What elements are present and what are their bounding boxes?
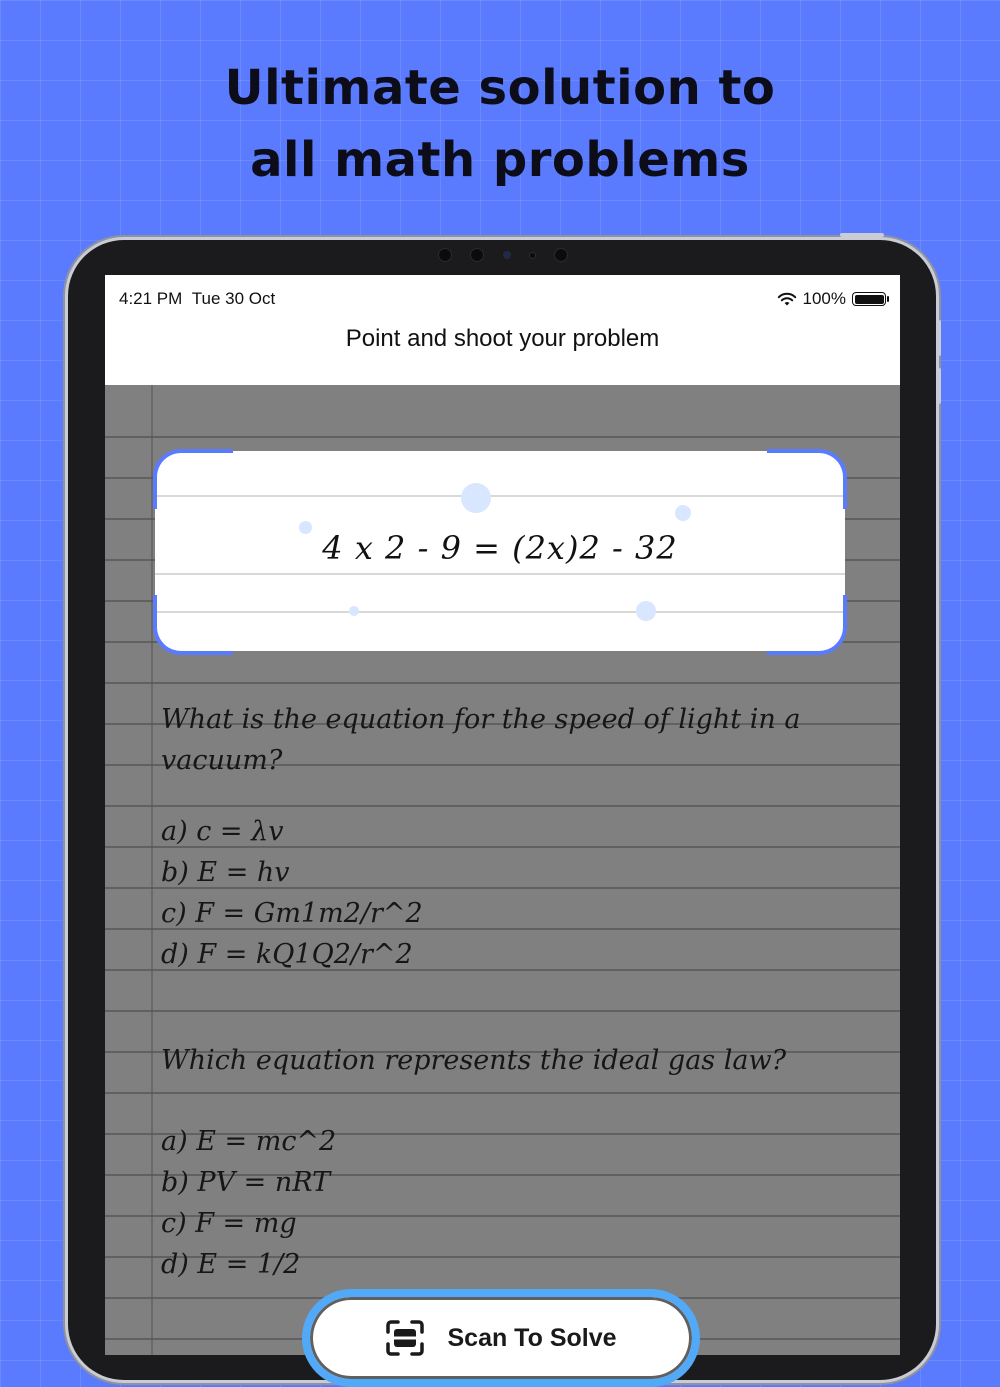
camera-indicator (503, 251, 511, 259)
question-text: Which equation represents the ideal gas law? (161, 1045, 787, 1076)
frame-corner-bottom-left (153, 595, 233, 655)
camera-bar (438, 248, 568, 262)
answer-option: a) c = λv (161, 816, 284, 847)
headline-line-2: all math problems (250, 132, 750, 188)
bubble-decoration (675, 505, 691, 521)
promo-headline (0, 52, 1000, 196)
answer-option: d) F = kQ1Q2/r^2 (161, 939, 413, 970)
scan-window[interactable] (155, 451, 845, 651)
scan-button-label: Scan To Solve (447, 1323, 617, 1352)
wifi-icon (777, 292, 797, 307)
sensor-dot (438, 248, 452, 262)
paper-rule (155, 495, 845, 497)
paper-rule (155, 573, 845, 575)
bubble-decoration (349, 606, 359, 616)
volume-down-button (936, 368, 941, 404)
battery-icon (852, 292, 886, 306)
camera-lens (470, 248, 484, 262)
sensor-small (529, 252, 536, 259)
clock: 4:21 PM (119, 289, 183, 308)
sensor-dot-right (554, 248, 568, 262)
scan-icon (385, 1320, 425, 1356)
scan-to-solve-button[interactable] (302, 1289, 700, 1387)
tablet-screen (105, 275, 900, 1355)
page-title: Point and shoot your problem (345, 325, 660, 352)
frame-corner-top-left (153, 449, 233, 509)
answer-option: b) E = hv (161, 857, 290, 888)
volume-up-button (936, 320, 941, 356)
answer-option: a) E = mc^2 (161, 1126, 337, 1157)
question-1 (161, 699, 800, 975)
tablet-device (68, 240, 936, 1380)
date: Tue 30 Oct (191, 289, 276, 308)
answer-option: b) PV = nRT (161, 1167, 331, 1198)
margin-line (151, 385, 153, 1355)
question-text: vacuum? (161, 745, 283, 776)
frame-corner-top-right (767, 449, 847, 509)
frame-corner-bottom-right (767, 595, 847, 655)
bubble-decoration (636, 601, 656, 621)
power-button (840, 233, 884, 237)
status-indicators (777, 289, 886, 309)
bubble-decoration (461, 483, 491, 513)
top-bar (105, 275, 900, 385)
answer-option: c) F = mg (161, 1208, 297, 1239)
paper-rule (155, 611, 845, 613)
answer-option: c) F = Gm1m2/r^2 (161, 898, 423, 929)
notebook-paper (105, 385, 900, 1355)
scanned-equation: 4 x 2 - 9 = (2x)2 - 32 (322, 529, 678, 567)
status-time (119, 289, 275, 309)
question-2 (161, 1040, 786, 1285)
battery-percent: 100% (802, 289, 846, 308)
answer-option: d) E = 1/2 (161, 1249, 301, 1280)
headline-line-1: Ultimate solution to (224, 60, 776, 116)
question-text: What is the equation for the speed of light in a (161, 704, 801, 735)
